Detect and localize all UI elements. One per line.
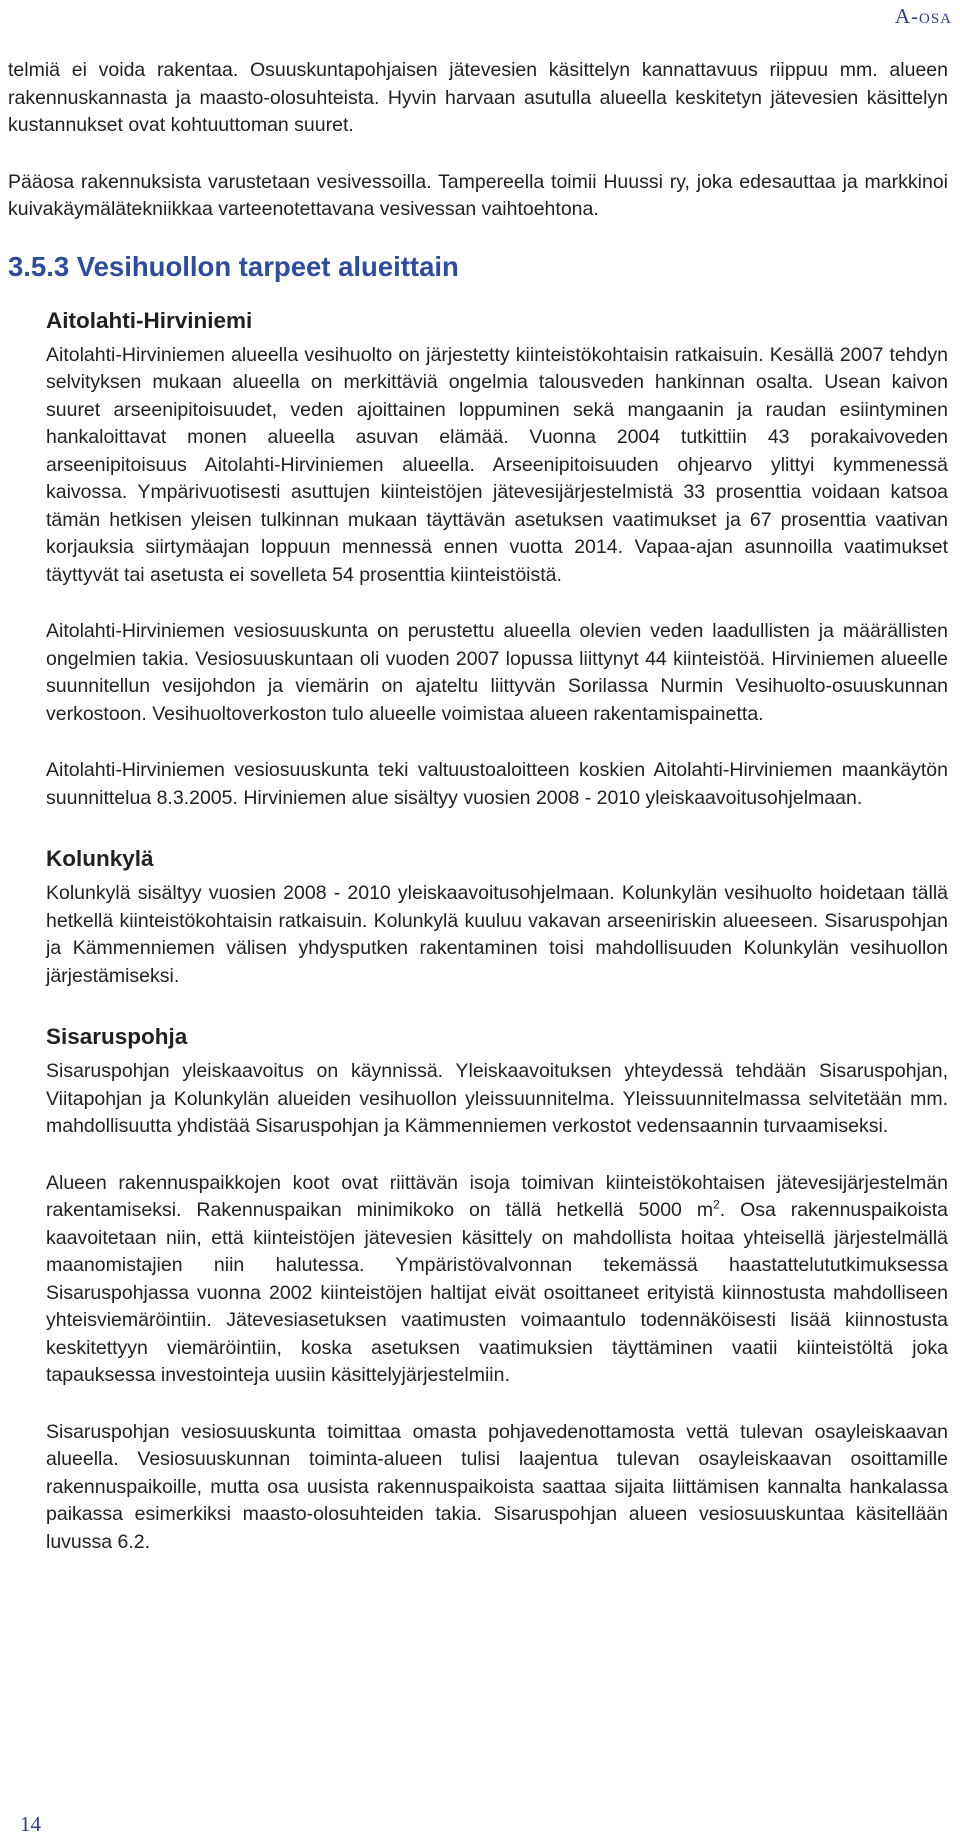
subsection-sisaruspohja	[46, 1022, 948, 1556]
paragraph: Pääosa rakennuksista varustetaan vesivessoilla. Tampereella toimii Huussi ry, joka edesauttaa ja markkinoi kuivakäymälätekniikkaa varteenotettavana vesivessan vaihtoehtona.	[8, 170, 948, 220]
subsection-heading: Kolunkylä	[46, 846, 154, 871]
superscript: 2	[713, 1197, 720, 1212]
paragraph: Aitolahti-Hirviniemen alueella vesihuolto on järjestetty kiinteistökohtaisin ratkaisuin. Kesällä 2007 tehdyn selvityksen mukaan alueella on merkittäviä ongelmia talousveden hankinnan osalta. Usean kaivon suuret arseenipitoisuudet, veden ajoittainen loppuminen sekä mangaanin ja raudan esiintyminen hankaloittavat monen alueella asuvan elämää. Vuonna 2004 tutkittiin 43 porakaivoveden arseenipitoisuus Aitolahti-Hirviniemen alueella. Arseenipitoisuuden ohjearvo ylittyi kymmenessä kaivossa. Ympärivuotisesti asuttujen kiinteistöjen jätevesijärjestelmistä 33 prosenttia voidaan katsoa tämän hetkisen yleisen tulkinnan mukaan täyttävän asetuksen vaatimukset ja 67 prosenttia vaativan korjauksia siirtymäajan loppuun mennessä ennen vuotta 2014. Vapaa-ajan asunnoilla vaatimukset täyttyvät tai asetusta ei sovelleta 54 prosenttia kiinteistöistä.	[46, 343, 948, 586]
paragraph	[46, 1170, 948, 1390]
subsection-kolunkyla	[46, 844, 948, 990]
running-head: A-osa	[894, 4, 952, 28]
paragraph-text: Alueen rakennuspaikkojen koot ovat riittävän isoja toimivan kiinteistökohtaisen jätevesijärjestelmän rakentamiseksi. Rakennuspaikan minimikoko on tällä hetkellä 5000 m	[46, 1171, 948, 1221]
paragraph: Sisaruspohjan vesiosuuskunta toimittaa omasta pohjavedenottamosta vettä tulevan osayleiskaavan alueella. Vesiosuuskunnan toiminta-alueen tulisi laajentua tulevan osayleiskaavan osoittamille rakennuspaikoille, mutta osa uusista rakennuspaikoista saattaa sijaita liittämisen kannalta hankalassa paikassa esimerkiksi maasto-olosuhteiden takia. Sisaruspohjan alueen vesiosuuskuntaa käsitellään luvussa 6.2.	[46, 1420, 948, 1553]
paragraph: Aitolahti-Hirviniemen vesiosuuskunta teki valtuustoaloitteen koskien Aitolahti-Hirviniemen maankäytön suunnittelua 8.3.2005. Hirviniemen alue sisältyy vuosien 2008 - 2010 yleiskaavoitusohjelmaan.	[46, 759, 948, 809]
subsection-aitolahti	[46, 306, 948, 813]
paragraph: telmiä ei voida rakentaa. Osuuskuntapohjaisen jätevesien käsittelyn kannattavuus riippuu mm. alueen rakennuskannasta ja maasto-olosuhteista. Hyvin harvaan asutulla alueella keskitetyn jätevesien käsittelyn kustannukset ovat kohtuuttoman suuret.	[8, 59, 948, 136]
paragraph-text: . Osa rakennuspaikoista kaavoitetaan niin, että kiinteistöjen jätevesien käsittely on mahdollista hoitaa yhteisellä järjestelmällä maanomistajien niin halutessa. Ympäristövalvonnan tekemässä haastattelututkimuksessa Sisaruspohjassa vuonna 2002 kiinteistöjen haltijat eivät osoittaneet erityistä kiinnostusta mahdolliseen yhteisviemäröintiin. Jätevesiasetuksen vaatimusten voimaantulo todennäköisesti lisää kiinnostusta keskitettyyn viemäröintiin, koska asetuksen vaatimuksien täyttäminen vaatii kiinteistöltä joka tapauksessa investointeja uusiin käsittelyjärjestelmiin.	[46, 1199, 948, 1386]
intro-section	[8, 57, 948, 224]
paragraph: Aitolahti-Hirviniemen vesiosuuskunta on perustettu alueella olevien veden laadullisten ja määrällisten ongelmien takia. Vesiosuuskuntaan oli vuoden 2007 lopussa liittynyt 44 kiinteistöä. Hirviniemen alueelle suunnitellun vesijohdon ja viemärin on ajateltu liittyvän Sorilassa Nurmin Vesihuolto-osuuskunnan verkostoon. Vesihuoltoverkoston tulo alueelle voimistaa alueen rakentamispainetta.	[46, 620, 948, 725]
subsection-heading: Aitolahti-Hirviniemi	[46, 307, 253, 333]
subsection-heading: Sisaruspohja	[46, 1024, 188, 1049]
paragraph: Kolunkylä sisältyy vuosien 2008 - 2010 yleiskaavoitusohjelmaan. Kolunkylän vesihuolto hoidetaan tällä hetkellä kiinteistökohtaisin ratkaisuin. Kolunkylä kuuluu vakavan arseeniriskin alueeseen. Sisaruspohjan ja Kämmenniemen välisen yhdysputken rakentaminen toisi mahdollisuuden Kolunkylän vesihuollon järjestämiseksi.	[46, 882, 948, 987]
page-number: 14	[20, 1812, 41, 1836]
section-heading: 3.5.3 Vesihuollon tarpeet alueittain	[8, 250, 459, 282]
page-content	[8, 57, 948, 1556]
paragraph: Sisaruspohjan yleiskaavoitus on käynnissä. Yleiskaavoituksen yhteydessä tehdään Sisaruspohjan, Viitapohjan ja Kolunkylän alueiden vesihuollon yleissuunnitelma. Yleissuunnitelmassa selvitetään mm. mahdollisuutta yhdistää Sisaruspohjan ja Kämmenniemen verkostot vedensaannin turvaamiseksi.	[46, 1060, 948, 1137]
